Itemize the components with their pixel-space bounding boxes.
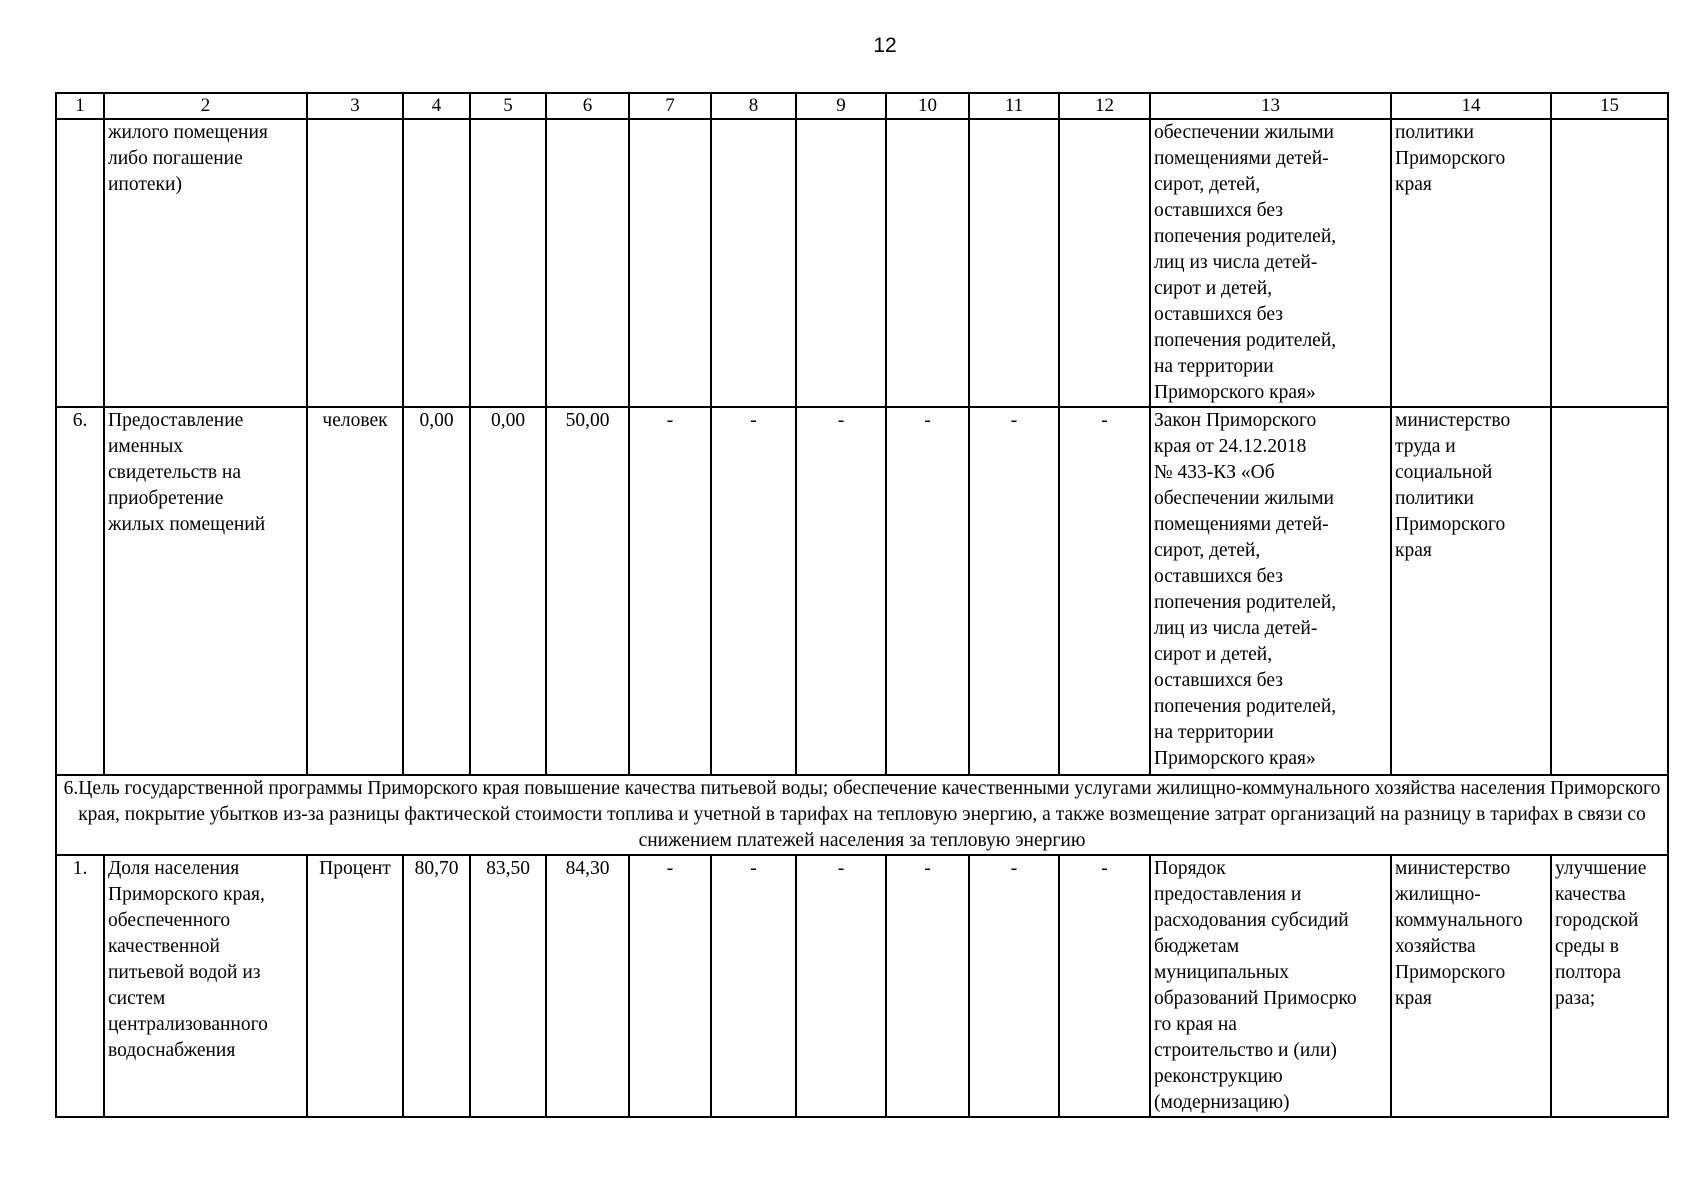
column-header: 15 [1551,93,1668,119]
row-number-cell [56,119,104,407]
column-header: 7 [629,93,711,119]
indicators-table [55,92,1669,1118]
value-cell [711,119,796,407]
value-cell: 50,00 [546,407,629,775]
page-number: 12 [873,34,897,57]
column-header: 13 [1150,93,1391,119]
legal-basis-cell: Порядок предоставления и расходования субсидий бюджетам муниципальных образований Примосрко го края на строительство и (или) реконструкцию (модернизацию) [1150,855,1391,1117]
value-cell: 0,00 [403,407,470,775]
value-cell: - [629,855,711,1117]
column-header: 4 [403,93,470,119]
value-cell [629,119,711,407]
value-cell [403,119,470,407]
program-goal-text: 6.Цель государственной программы Приморского края повышение качества питьевой воды; обеспечение качественными услугами жилищно-коммунального хозяйства населения Приморского края, покрытие убытков из-за разницы фактической стоимости топлива и учетной в тарифах на тепловую энергию, а также возмещение затрат организаций на разницу в тарифах в связи со снижением платежей населения за тепловую энергию [56,775,1668,855]
value-cell: - [711,407,796,775]
column-header: 5 [470,93,546,119]
result-cell [1551,119,1668,407]
responsible-cell: министерство жилищно- коммунального хозяйства Приморского края [1391,855,1551,1117]
value-cell [470,119,546,407]
value-cell [1059,119,1150,407]
value-cell: 84,30 [546,855,629,1117]
result-cell: улучшение качества городской среды в полтора раза; [1551,855,1668,1117]
responsible-cell: политики Приморского края [1391,119,1551,407]
unit-cell: человек [307,407,403,775]
column-header: 2 [104,93,307,119]
value-cell: - [629,407,711,775]
value-cell: - [796,855,886,1117]
value-cell [886,119,969,407]
value-cell: - [886,407,969,775]
table-row-goal-1 [56,855,1668,1117]
column-header: 10 [886,93,969,119]
value-cell: 0,00 [470,407,546,775]
indicator-name-cell: жилого помещения либо погашение ипотеки) [104,119,307,407]
result-cell [1551,407,1668,775]
value-cell [546,119,629,407]
column-header: 12 [1059,93,1150,119]
column-header: 6 [546,93,629,119]
responsible-cell: министерство труда и социальной политики Приморского края [1391,407,1551,775]
goal-row [56,775,1668,855]
value-cell: 80,70 [403,855,470,1117]
column-header: 3 [307,93,403,119]
table-row-6 [56,407,1668,775]
legal-basis-cell: обеспечении жилыми помещениями детей- сирот, детей, оставшихся без попечения родителей, лиц из числа детей- сирот и детей, оставшихся без попечения родителей, на территории Приморского края» [1150,119,1391,407]
unit-cell [307,119,403,407]
value-cell: 83,50 [470,855,546,1117]
value-cell: - [711,855,796,1117]
column-header: 14 [1391,93,1551,119]
unit-cell: Процент [307,855,403,1117]
column-header: 9 [796,93,886,119]
column-header: 8 [711,93,796,119]
value-cell [796,119,886,407]
row-number-cell: 6. [56,407,104,775]
indicator-name-cell: Предоставление именных свидетельств на приобретение жилых помещений [104,407,307,775]
column-number-header-row [56,93,1668,119]
row-number-cell: 1. [56,855,104,1117]
value-cell: - [1059,407,1150,775]
value-cell: - [1059,855,1150,1117]
value-cell: - [886,855,969,1117]
column-header: 11 [969,93,1059,119]
legal-basis-cell: Закон Приморского края от 24.12.2018 № 433-КЗ «Об обеспечении жилыми помещениями детей- сирот, детей, оставшихся без попечения родителей, лиц из числа детей- сирот и детей, оставшихся без попечения родителей, на территории Приморского края» [1150,407,1391,775]
value-cell: - [969,855,1059,1117]
value-cell: - [796,407,886,775]
value-cell [969,119,1059,407]
value-cell: - [969,407,1059,775]
table-row-continued [56,119,1668,407]
indicator-name-cell: Доля населения Приморского края, обеспеченного качественной питьевой водой из систем централизованного водоснабжения [104,855,307,1117]
column-header: 1 [56,93,104,119]
